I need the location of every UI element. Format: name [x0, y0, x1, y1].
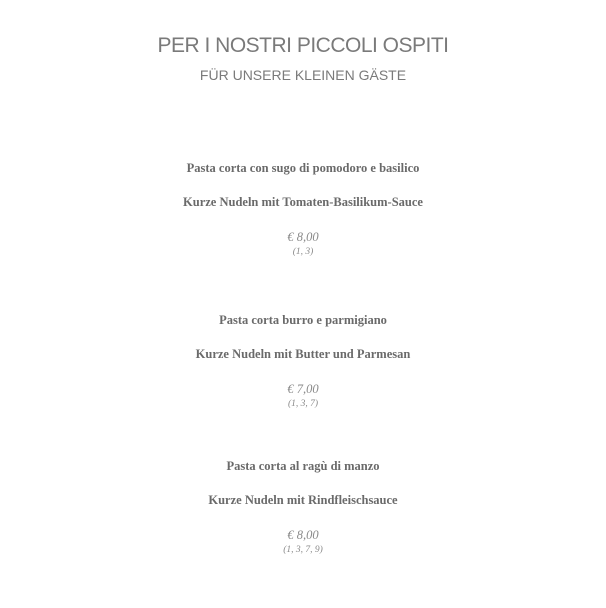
dish-name-german: Kurze Nudeln mit Tomaten-Basilikum-Sauce — [183, 195, 423, 209]
dish-price: € 8,00 — [287, 230, 319, 244]
page-title: PER I NOSTRI PICCOLI OSPITI — [157, 34, 449, 57]
dish-name-italian: Pasta corta al ragù di manzo — [226, 459, 380, 473]
dish-name-german: Kurze Nudeln mit Rindfleischsauce — [208, 493, 398, 507]
dish-allergens: (1, 3, 7, 9) — [283, 545, 323, 555]
dish-name-italian: Pasta corta con sugo di pomodoro e basilico — [186, 161, 420, 175]
page-subtitle: FÜR UNSERE KLEINEN GÄSTE — [199, 67, 407, 83]
dish-name-italian: Pasta corta burro e parmigiano — [219, 313, 387, 327]
dish-price: € 7,00 — [287, 382, 319, 396]
dish-allergens: (1, 3) — [292, 247, 314, 257]
dish-name-german: Kurze Nudeln mit Butter und Parmesan — [195, 347, 411, 361]
dish-allergens: (1, 3, 7) — [287, 399, 319, 409]
dish-price: € 8,00 — [287, 528, 319, 542]
